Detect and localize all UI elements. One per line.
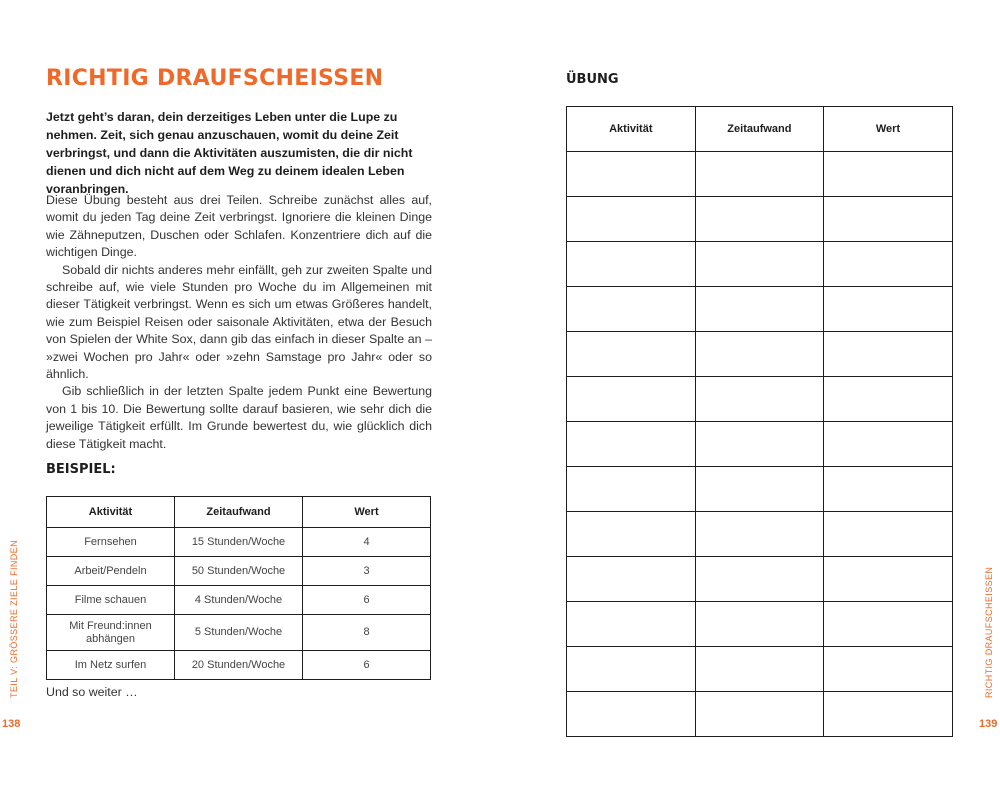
table-row <box>567 152 953 197</box>
empty-entry-cell[interactable] <box>824 287 953 332</box>
body-paragraph-3: Gib schließlich in der letzten Spalte jedem Punkt eine Bewertung von 1 bis 10. Die Bewertung sollte darauf basieren, wie sehr dich die jeweilige Tätigkeit erfüllt. Im Grunde bewertest du, wie glücklich dich diese Tätigkeit macht. <box>46 384 432 451</box>
empty-entry-cell[interactable] <box>567 377 696 422</box>
table-row <box>567 332 953 377</box>
lead-paragraph: Jetzt geht’s daran, dein derzeitiges Leben unter die Lupe zu nehmen. Zeit, sich genau anzuschauen, womit du deine Zeit verbringst, und dann die Aktivitäten auszumisten, die dir nicht dienen und dich nicht auf dem Weg zu deinem idealen Leben voranbringen. <box>46 110 413 196</box>
empty-entry-cell[interactable] <box>695 602 824 647</box>
empty-entry-cell[interactable] <box>567 647 696 692</box>
table-row <box>47 557 431 586</box>
running-head-left: TEIL V: GRÖSSERE ZIELE FINDEN <box>9 540 19 698</box>
empty-entry-cell[interactable] <box>695 467 824 512</box>
table-cell: 6 <box>303 651 431 680</box>
table-cell: 3 <box>303 557 431 586</box>
example-heading: BEISPIEL: <box>46 462 116 477</box>
body-text <box>46 192 432 453</box>
table-row <box>567 557 953 602</box>
table-row <box>47 651 431 680</box>
header-cell: Wert <box>824 107 953 152</box>
empty-entry-cell[interactable] <box>695 692 824 737</box>
empty-entry-cell[interactable] <box>824 557 953 602</box>
empty-entry-cell[interactable] <box>567 332 696 377</box>
empty-entry-cell[interactable] <box>695 557 824 602</box>
exercise-table-header <box>567 107 953 152</box>
table-cell: Im Netz surfen <box>47 651 175 680</box>
empty-entry-cell[interactable] <box>567 602 696 647</box>
header-cell: Zeitaufwand <box>695 107 824 152</box>
page-number-right: 139 <box>979 718 998 730</box>
table-row <box>567 422 953 467</box>
table-cell: 4 <box>303 528 431 557</box>
table-row <box>567 467 953 512</box>
empty-entry-cell[interactable] <box>824 467 953 512</box>
empty-entry-cell[interactable] <box>567 152 696 197</box>
table-row <box>567 242 953 287</box>
empty-entry-cell[interactable] <box>567 197 696 242</box>
empty-entry-cell[interactable] <box>695 197 824 242</box>
empty-entry-cell[interactable] <box>824 332 953 377</box>
empty-entry-cell[interactable] <box>824 377 953 422</box>
example-table-header <box>47 497 431 528</box>
table-cell: Fernsehen <box>47 528 175 557</box>
table-row <box>47 615 431 651</box>
empty-entry-cell[interactable] <box>824 422 953 467</box>
header-cell: Aktivität <box>47 497 175 528</box>
exercise-table <box>566 106 953 737</box>
empty-entry-cell[interactable] <box>824 647 953 692</box>
table-cell: Arbeit/Pendeln <box>47 557 175 586</box>
table-cell: Filme schauen <box>47 586 175 615</box>
table-row <box>567 287 953 332</box>
table-cell: 8 <box>303 615 431 651</box>
example-table <box>46 496 431 680</box>
table-row <box>567 512 953 557</box>
empty-entry-cell[interactable] <box>695 512 824 557</box>
table-cell: 20 Stunden/Woche <box>175 651 303 680</box>
empty-entry-cell[interactable] <box>824 242 953 287</box>
exercise-title: ÜBUNG <box>566 72 619 87</box>
table-cell: 15 Stunden/Woche <box>175 528 303 557</box>
table-cell: 5 Stunden/Woche <box>175 615 303 651</box>
running-head-right: RICHTIG DRAUFSCHEISSEN <box>984 566 994 698</box>
table-row <box>47 586 431 615</box>
body-paragraph-2: Sobald dir nichts anderes mehr einfällt, geh zur zweiten Spalte und schreibe auf, wie viele Stunden pro Woche du im Allgemeinen mit dieser Tätigkeit verbringst. Wenn es sich um etwas Größeres handelt, wie zum Beispiel Reisen oder saisonale Aktivitäten, etwa der Besuch von Spielen der White Sox, dann gib das einfach in dieser Spalte an – »zwei Wochen pro Jahr« oder »zehn Samstage pro Jahr« oder so ähnlich. <box>46 262 432 382</box>
table-row <box>567 377 953 422</box>
empty-entry-cell[interactable] <box>695 332 824 377</box>
page-number-left: 138 <box>2 718 21 730</box>
table-cell: 6 <box>303 586 431 615</box>
empty-entry-cell[interactable] <box>567 557 696 602</box>
empty-entry-cell[interactable] <box>824 152 953 197</box>
table-cell: 50 Stunden/Woche <box>175 557 303 586</box>
empty-entry-cell[interactable] <box>695 422 824 467</box>
empty-entry-cell[interactable] <box>824 197 953 242</box>
table-row <box>567 647 953 692</box>
empty-entry-cell[interactable] <box>567 287 696 332</box>
empty-entry-cell[interactable] <box>695 152 824 197</box>
table-cell: 4 Stunden/Woche <box>175 586 303 615</box>
body-paragraph-1: Diese Übung besteht aus drei Teilen. Schreibe zunächst alles auf, womit du jeden Tag deine Zeit verbringst. Ignoriere die kleinen Dinge wie Zähneputzen, Duschen oder Schlafen. Konzentriere dich auf die wichtigen Dinge. <box>46 193 432 260</box>
empty-entry-cell[interactable] <box>695 242 824 287</box>
empty-entry-cell[interactable] <box>567 512 696 557</box>
table-cell: Mit Freund:innen abhängen <box>47 615 175 651</box>
empty-entry-cell[interactable] <box>567 242 696 287</box>
table-row <box>567 692 953 737</box>
header-cell: Zeitaufwand <box>175 497 303 528</box>
header-cell: Aktivität <box>567 107 696 152</box>
table-row <box>47 528 431 557</box>
empty-entry-cell[interactable] <box>567 467 696 512</box>
empty-entry-cell[interactable] <box>695 647 824 692</box>
header-cell: Wert <box>303 497 431 528</box>
empty-entry-cell[interactable] <box>824 602 953 647</box>
empty-entry-cell[interactable] <box>824 512 953 557</box>
closing-text: Und so weiter … <box>46 685 138 699</box>
table-row <box>567 197 953 242</box>
empty-entry-cell[interactable] <box>695 287 824 332</box>
table-row <box>567 602 953 647</box>
empty-entry-cell[interactable] <box>824 692 953 737</box>
empty-entry-cell[interactable] <box>567 422 696 467</box>
page-title: RICHTIG DRAUFSCHEISSEN <box>46 66 384 91</box>
empty-entry-cell[interactable] <box>695 377 824 422</box>
empty-entry-cell[interactable] <box>567 692 696 737</box>
